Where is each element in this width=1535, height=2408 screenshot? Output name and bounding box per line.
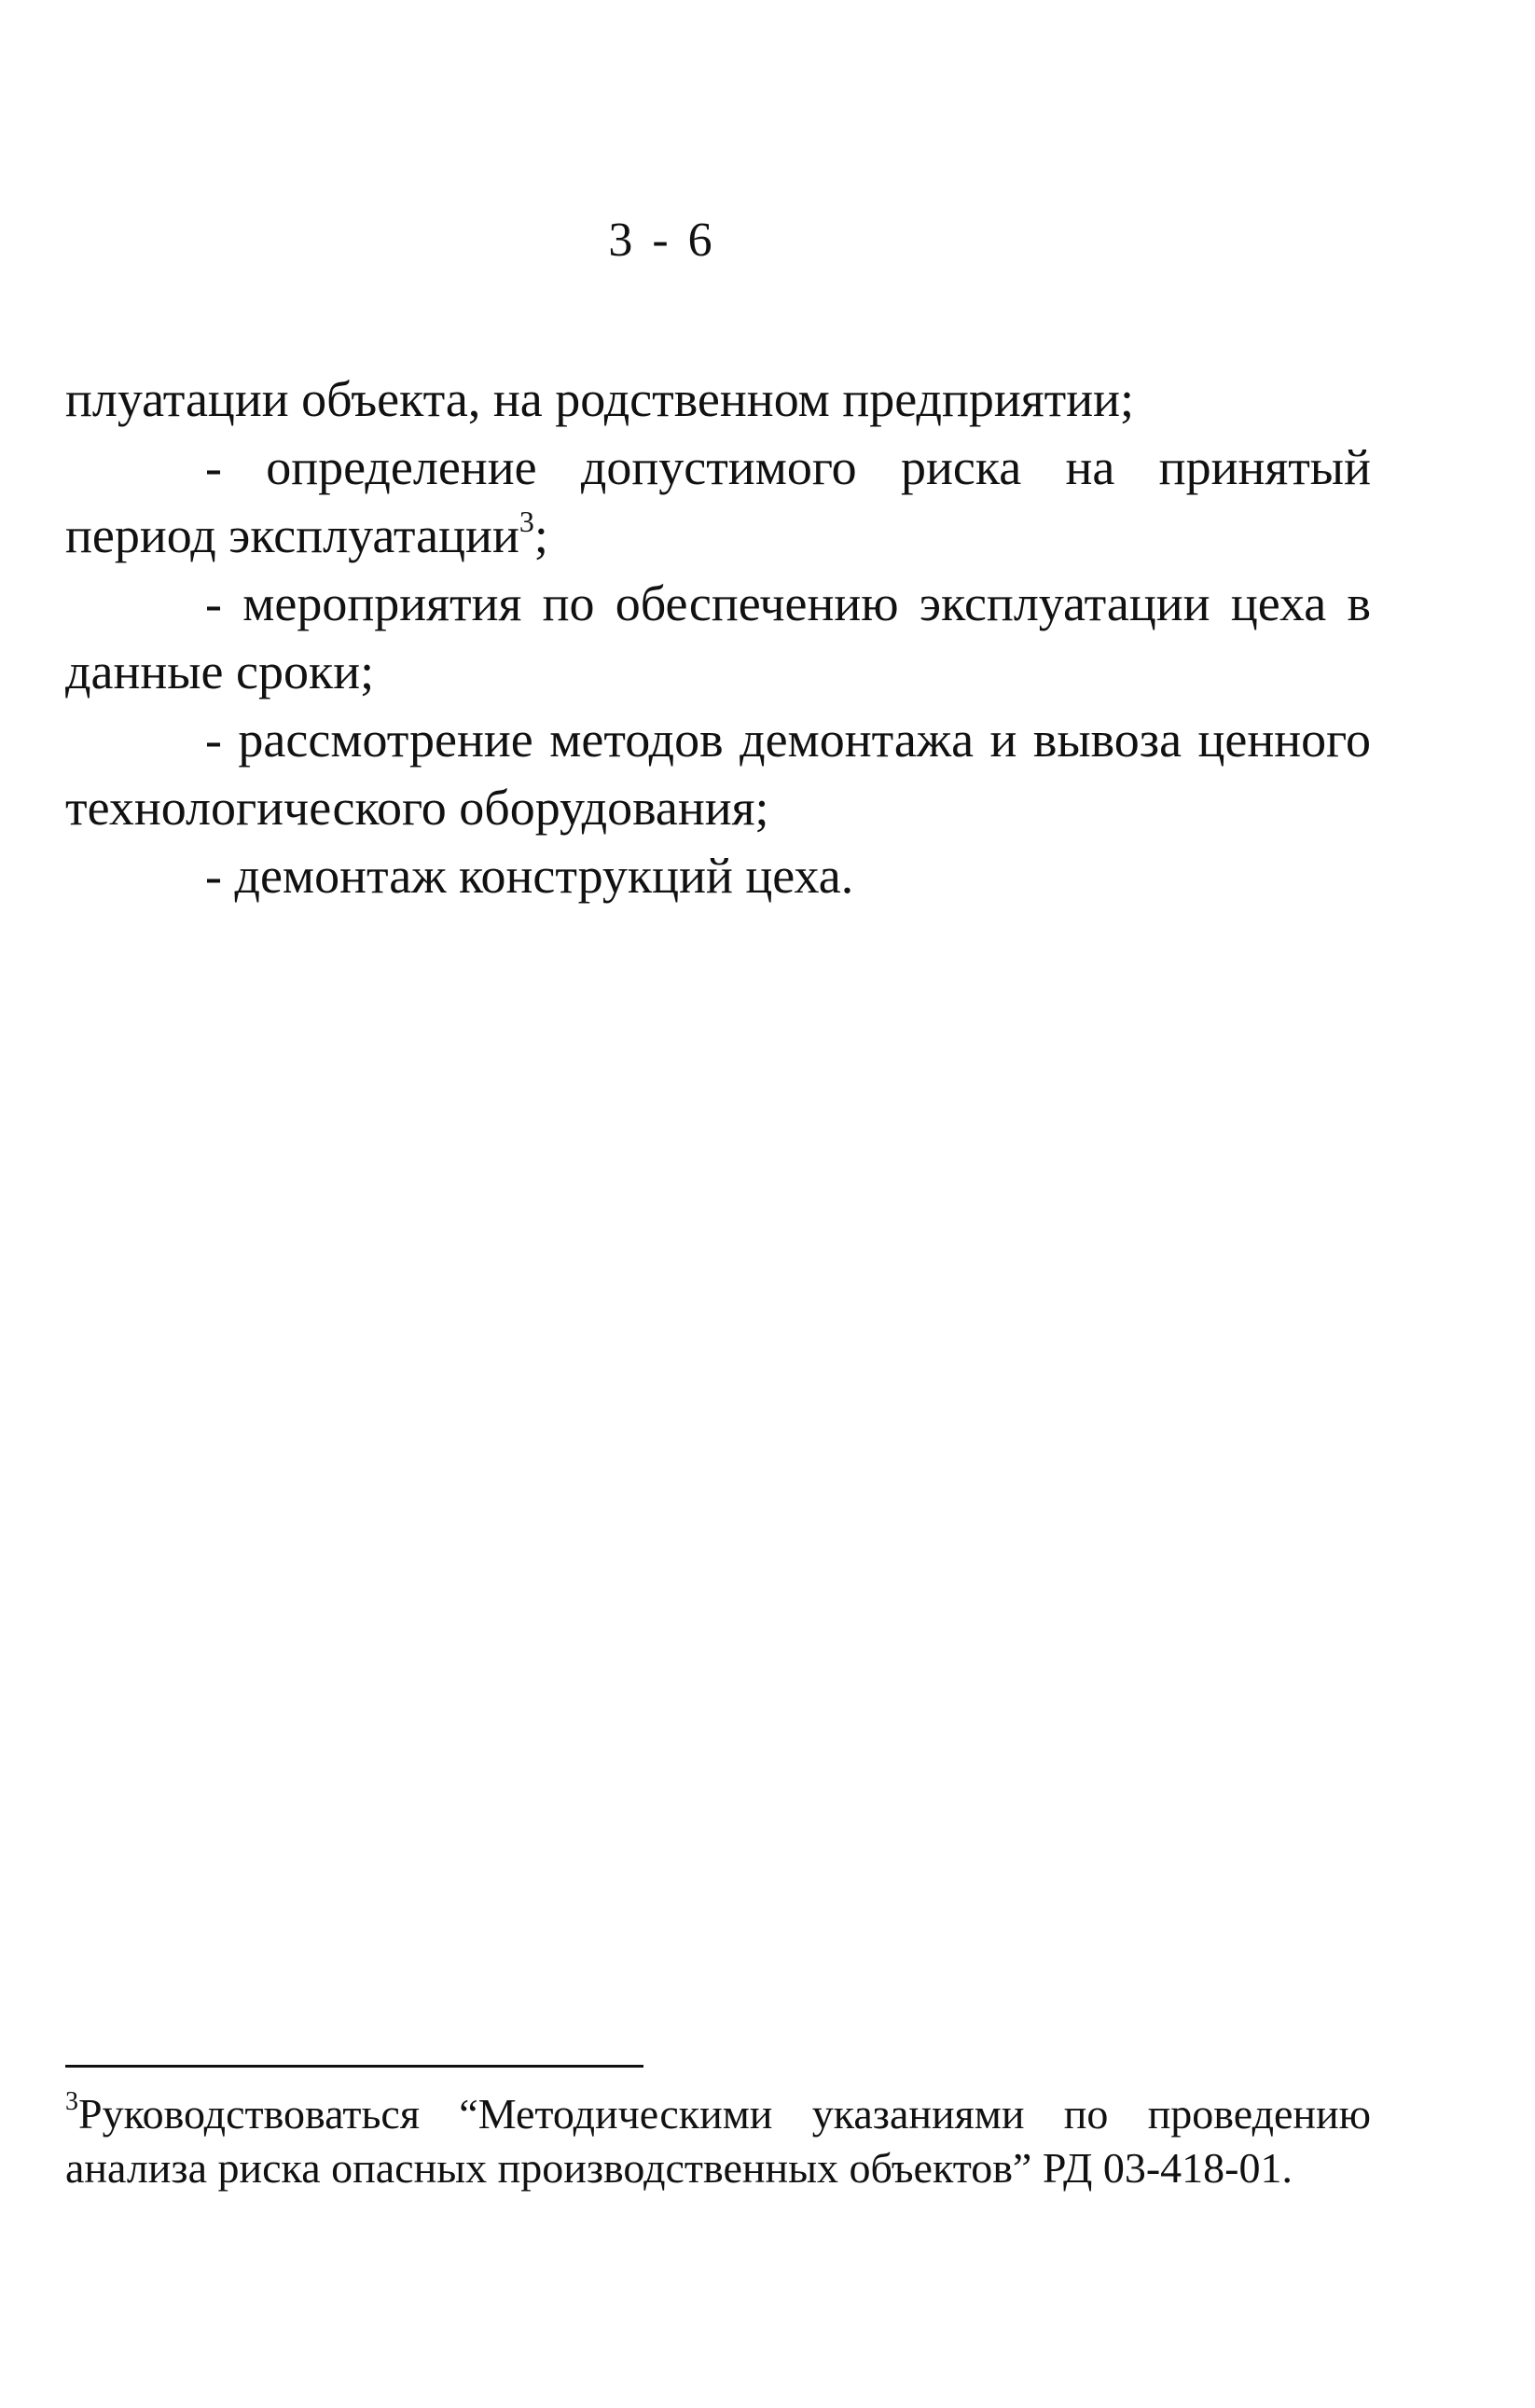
list-item-dismantling: - демонтаж конструкций цеха.	[205, 848, 854, 904]
list-item-measures: - мероприятия по обеспечению эксплуатации цеха в данные сроки;	[65, 575, 1371, 699]
page-number: 3 - 6	[608, 214, 716, 267]
footnote-text: Руководствоваться “Методическими указаниями по проведению анализа риска опасных производственных объектов” РД 03-418-01.	[65, 2090, 1371, 2192]
footnote-reference: 3	[519, 505, 534, 538]
list-item-risk	[65, 434, 1371, 570]
footnote-marker: 3	[65, 2087, 78, 2116]
list-item-risk-suffix: ;	[533, 507, 548, 563]
paragraph-continuation: плуатации объекта, на родственном предприятии;	[65, 371, 1134, 427]
list-item-dismantling-methods: - рассмотрение методов демонтажа и вывоза ценного технологического оборудования;	[65, 712, 1371, 836]
footnote-separator	[65, 2065, 643, 2068]
footnote	[65, 2087, 1371, 2195]
body-text	[65, 366, 1371, 910]
list-item-risk-text: - определение допустимого риска на принятый период эксплуатации	[65, 439, 1371, 563]
footnote-paragraph	[65, 2087, 1371, 2195]
